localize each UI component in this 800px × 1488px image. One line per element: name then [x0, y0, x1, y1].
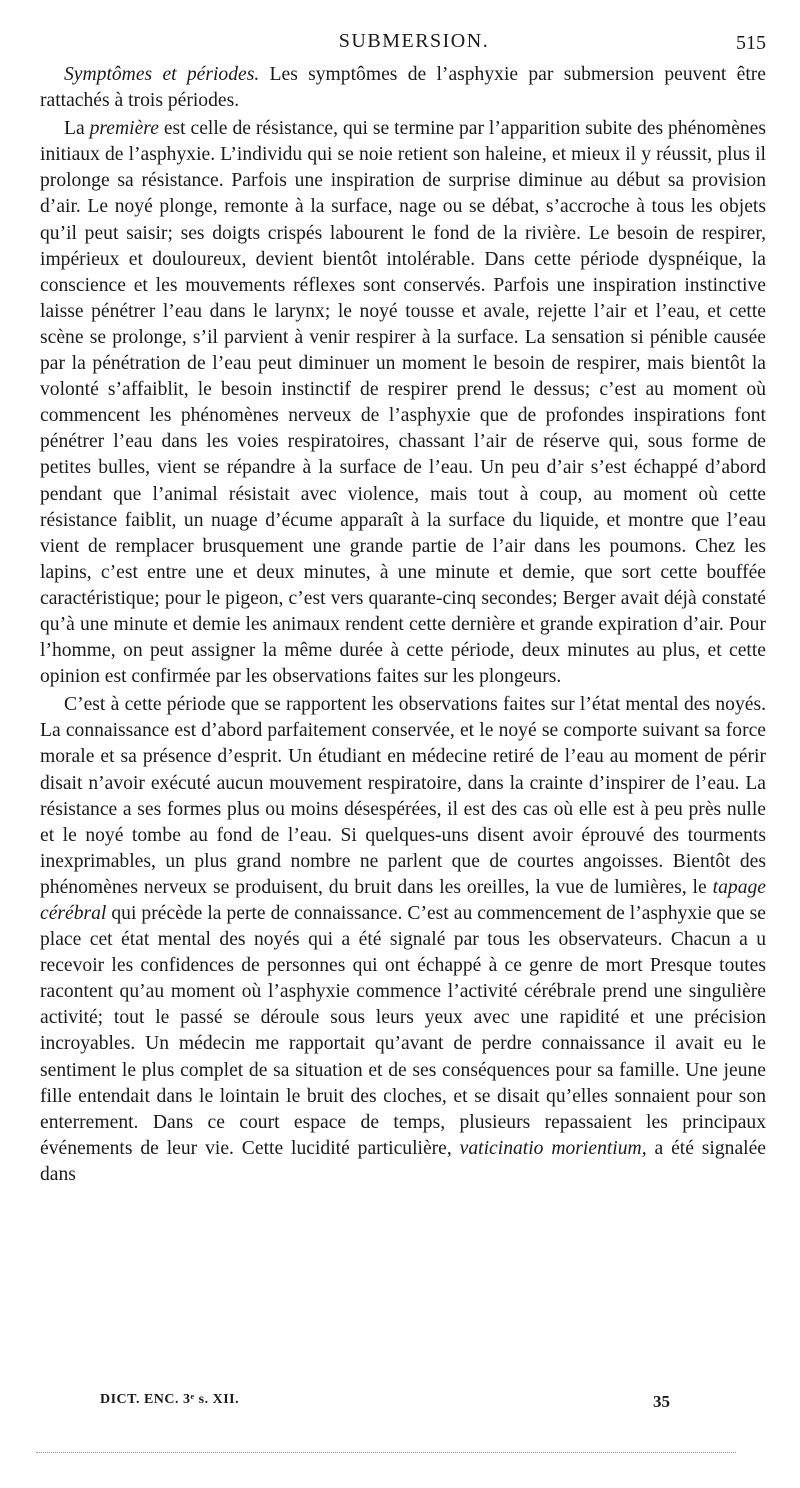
paragraph-text: a été signalée dans — [40, 1137, 766, 1185]
paragraph-text: Les symptômes de l’asphyxie par submersion peuvent être rattachés à trois périodes. — [40, 64, 767, 112]
page-number: 515 — [736, 32, 766, 54]
body-text — [40, 62, 766, 1188]
paragraph-lead-italic: première — [89, 118, 159, 140]
bottom-dotted-rule — [36, 1452, 736, 1453]
paragraph-symptoms — [40, 62, 766, 114]
paragraph-first-period — [40, 116, 766, 690]
page-footer — [100, 1392, 670, 1416]
paragraph-text: C’est à cette période que se rapportent les observations faites sur l’état mental des noyés. La connaissance est d’abord parfaitement conservée, et le noyé se comporte suivant sa force morale et sa présence d’esprit. Un étudiant en médecine retiré de l’eau au moment de périr disait n’avoir exécuté aucun mouvement respiratoire, dans la crainte d’inspirer de l’eau. La résistance a ses formes plus ou moins désespérées, il est des cas où elle est à peu près nulle et le noyé tombe au fond de l’eau. Si quelques-uns disent avoir éprouvé des tourments inexprimables, un plus grand nombre ne parlent que de courtes angoisses. Bientôt des phénomènes nerveux se produisent, du bruit dans les oreilles, la vue de lumières, le — [40, 694, 766, 898]
signature-mark: DICT. ENC. 3ᵉ s. XII. — [100, 1392, 240, 1407]
paragraph-text: est celle de résistance, qui se termine par l’apparition subite des phénomènes initiaux de l’asphyxie. L’individu qui se noie retient son haleine, et mieux il y réussit, plus il prolonge sa résistance. Parfois une inspiration de surprise diminue au début sa provision d’air. Le noyé plonge, remonte à la surface, nage ou se débat, s’accroche à tous les objets qu’il peut saisir; ses doigts crispés labourent le fond de la rivière. Le besoin de respirer, impérieux et douloureux, devient bientôt intolérable. Dans cette période dyspnéique, la conscience et les mouvements réflexes sont conservés. Parfois une inspiration instinctive laisse pénétrer l’eau dans le larynx; le noyé tousse et avale, rejette l’air et l’eau, et cette scène se prolonge, s’il parvient à venir respirer à la surface. La sensation si pénible causée par la pénétration de l’eau peut diminuer un moment le besoin de respirer, mais bientôt la volonté s’affaiblit, le besoin instinctif de respirer prend le dessus; c’est au moment où commencent les phénomènes nerveux de l’asphyxie que de profondes inspirations font pénétrer l’eau dans les voies respiratoires, chassant l’air de réserve qui, sous forme de petites bulles, vient se répandre à la surface de l’eau. Un peu d’air s’est échappé d’abord pendant que l’animal résistait avec violence, mais tout à coup, au moment où cette résistance faiblit, un nuage d’écume apparaît à la surface du liquide, et montre que l’eau vient de remplacer brusquement une grande partie de l’air dans les poumons. Chez les lapins, c’est entre une et deux minutes, à une minute et demie, que sort cette bouffée caractéristique; pour le pigeon, c’est vers quarante-cinq secondes; Berger avait déjà constaté qu’à une minute et demie les animaux rendent cette dernière et grande expiration d’air. Pour l’homme, on peut assigner la même durée à cette période, deux minutes au plus, et cette opinion est confirmée par les observations faites sur les plongeurs. — [40, 118, 766, 688]
paragraph-italic-term: vaticinatio morientium, — [459, 1137, 647, 1159]
paragraph-lead-italic: Symptômes et périodes. — [64, 64, 260, 85]
running-head — [62, 30, 766, 58]
paragraph-italic-term: tapage cérébral — [40, 876, 766, 924]
paragraph-text: qui précède la perte de connaissance. C’est au commencement de l’asphyxie que se place cet état mental des noyés qui a été signalé par tous les observateurs. Chacun a u recevoir les confidences de personnes qui ont échappé à ce genre de mort Presque toutes racontent qu’au moment où l’asphyxie commence l’activité cérébrale prend une singulière activité; tout le passé se déroule sous leurs yeux avec une rapidité et une précision incroyables. Un médecin me rapportait qu’avant de perdre connaissance il avait eu le sentiment le plus complet de sa situation et de ses conséquences pour sa famille. Une jeune fille entendait dans le lointain le bruit des cloches, et se disait qu’elles sonnaient pour son enterrement. Dans ce court espace de temps, plusieurs repassaient les principaux événements de leur vie. Cette lucidité particulière, — [40, 903, 766, 1159]
paragraph-mental-state — [40, 692, 766, 1188]
running-title: SUBMERSION. — [338, 30, 490, 52]
signature-number: 35 — [653, 1392, 670, 1411]
paragraph-prefix: La — [64, 118, 90, 140]
